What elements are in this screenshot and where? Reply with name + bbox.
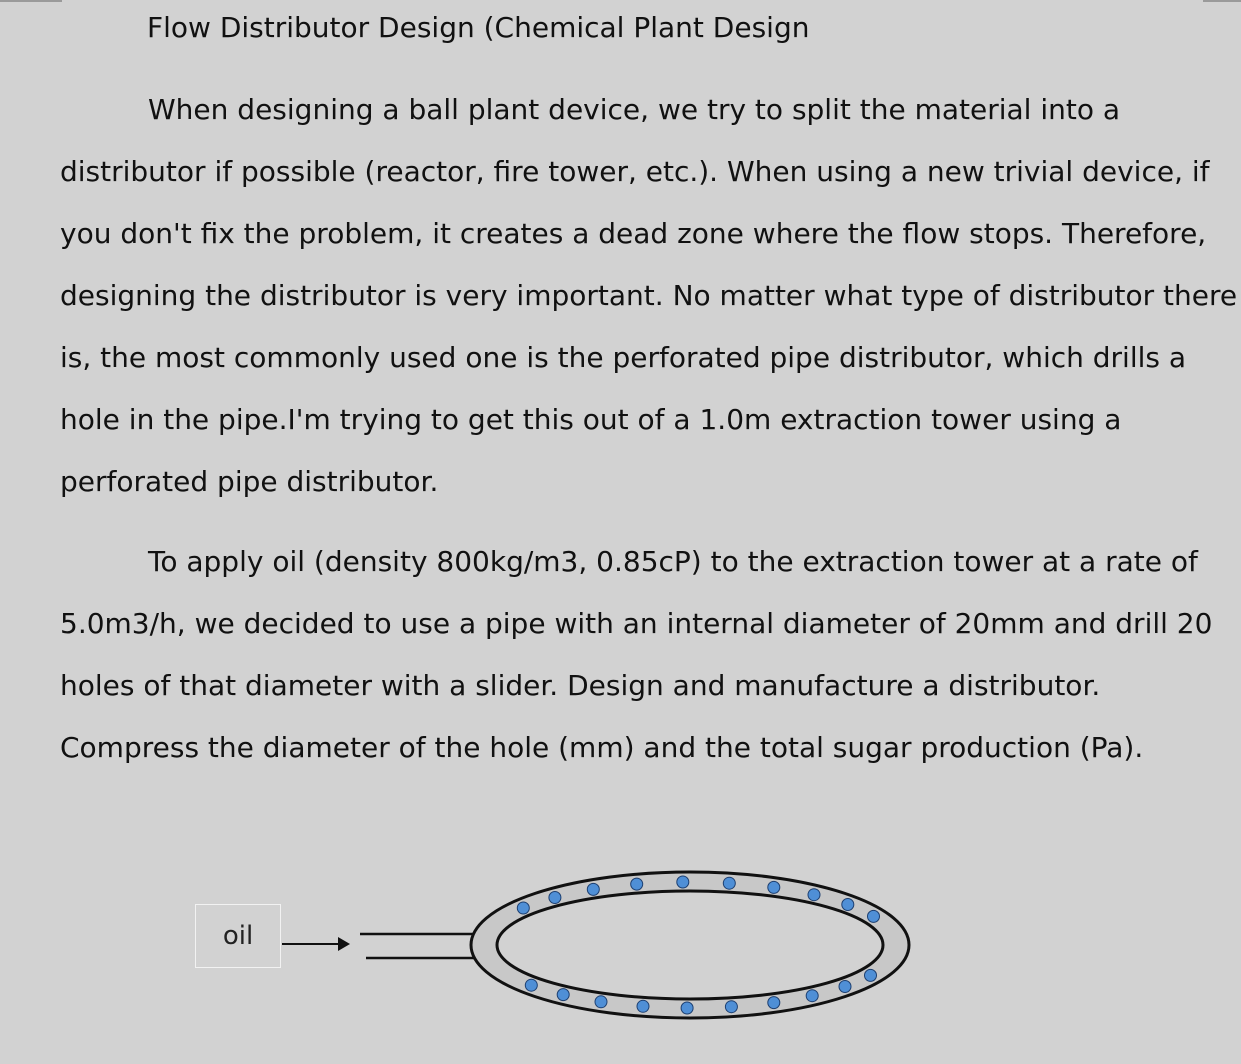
paragraph-line: is, the most commonly used one is the perforated pipe distributor, which drills a [60, 341, 1187, 374]
page-corner-mark-left [0, 0, 62, 2]
paragraph-line: 5.0m3/h, we decided to use a pipe with an internal diameter of 20mm and drill 20 [60, 607, 1213, 640]
distributor-hole [595, 996, 607, 1008]
distributor-hole [525, 979, 537, 991]
distributor-hole [723, 877, 735, 889]
paragraph-line: When designing a ball plant device, we try to split the material into a [148, 93, 1121, 126]
paragraph-line: To apply oil (density 800kg/m3, 0.85cP) to the extraction tower at a rate of [148, 545, 1198, 578]
paragraph-line: designing the distributor is very important. No matter what type of distributor there [60, 279, 1238, 312]
oil-inlet-box [195, 904, 281, 968]
distributor-hole [517, 902, 529, 914]
distributor-hole [768, 881, 780, 893]
distributor-hole [806, 990, 818, 1002]
document-title: Flow Distributor Design (Chemical Plant Design [147, 11, 810, 44]
paragraph-line: distributor if possible (reactor, fire tower, etc.). When using a new trivial device, if [60, 155, 1210, 188]
distributor-hole [768, 997, 780, 1009]
distributor-diagram [180, 860, 940, 1040]
page-corner-mark-right [1203, 0, 1241, 2]
distributor-hole [808, 889, 820, 901]
distributor-hole [868, 910, 880, 922]
distributor-hole [637, 1000, 649, 1012]
distributor-ring-inner [497, 891, 883, 999]
paragraph-line: holes of that diameter with a slider. Design and manufacture a distributor. [60, 669, 1101, 702]
distributor-hole [865, 969, 877, 981]
distributor-hole [587, 883, 599, 895]
distributor-hole [839, 981, 851, 993]
paragraph-line: perforated pipe distributor. [60, 465, 439, 498]
paragraph-problem [60, 531, 1213, 779]
inlet-arrowhead [338, 937, 350, 951]
distributor-hole [631, 878, 643, 890]
distributor-hole [842, 899, 854, 911]
distributor-hole [725, 1001, 737, 1013]
distributor-drawing [180, 860, 940, 1040]
oil-label: oil [222, 921, 254, 951]
paragraph-line: hole in the pipe.I'm trying to get this out of a 1.0m extraction tower using a [60, 403, 1122, 436]
paragraph-line: Compress the diameter of the hole (mm) and the total sugar production (Pa). [60, 731, 1144, 764]
distributor-hole [549, 892, 561, 904]
distributor-hole [677, 876, 689, 888]
distributor-hole [681, 1002, 693, 1014]
distributor-hole [557, 989, 569, 1001]
paragraph-intro [60, 79, 1238, 513]
paragraph-line: you don't fix the problem, it creates a dead zone where the flow stops. Therefore, [60, 217, 1207, 250]
